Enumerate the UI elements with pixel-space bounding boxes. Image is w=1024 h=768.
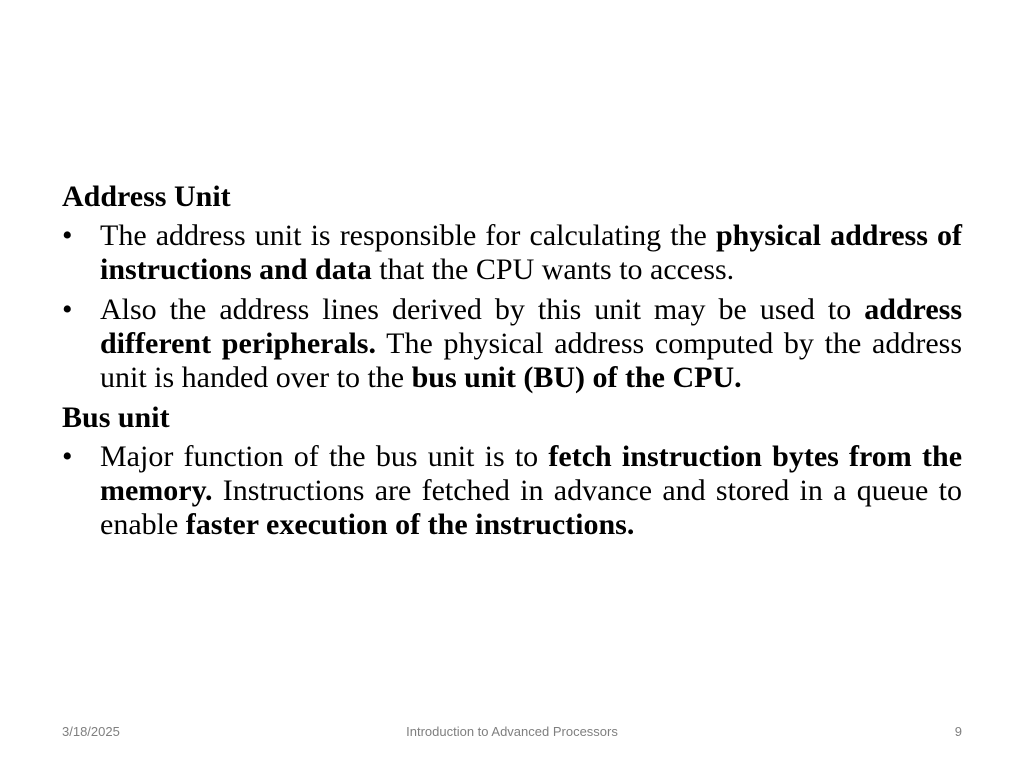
footer-date: 3/18/2025 — [62, 724, 120, 739]
footer-page-number: 9 — [954, 724, 962, 739]
bullet-text: The address unit is responsible for calculating the — [100, 219, 716, 252]
section-heading-bus-unit: Bus unit — [62, 401, 170, 434]
section-heading-address-unit: Address Unit — [62, 180, 231, 213]
bullet-icon: • — [62, 293, 73, 326]
bullet-text: Also the address lines derived by this unit may be used to — [100, 293, 865, 326]
bullet-item — [62, 440, 962, 542]
footer-title: Introduction to Advanced Processors — [406, 724, 618, 739]
slide-content — [62, 180, 962, 548]
bullet-text: Instructions are fetched in advance and stored in a queue to enable — [100, 474, 962, 541]
bullet-icon: • — [62, 219, 73, 252]
bullet-text-bold: fetch instruction bytes from the memory. — [100, 440, 963, 507]
bullet-item — [62, 293, 962, 395]
bullet-text: The physical address computed by the address unit is handed over to the — [100, 327, 962, 394]
bullet-icon: • — [62, 440, 73, 473]
bullet-text-bold: faster execution of the instructions. — [185, 508, 635, 541]
bullet-text: that the CPU wants to access. — [371, 253, 735, 286]
bullet-text-bold: physical address of instructions and data — [100, 219, 962, 286]
bullet-text-bold: address different peripherals. — [100, 293, 962, 360]
bullet-text: Major function of the bus unit is to — [100, 440, 549, 473]
bullet-text-bold: bus unit (BU) of the CPU. — [411, 361, 742, 394]
bullet-item — [62, 219, 962, 287]
